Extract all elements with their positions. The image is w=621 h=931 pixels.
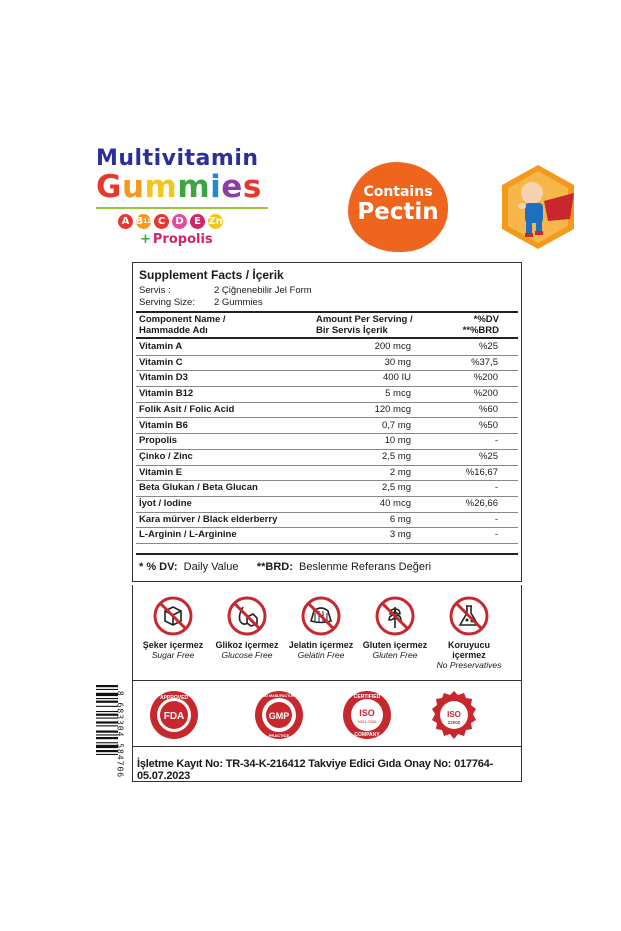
- registration-panel: [132, 747, 522, 782]
- daily-value: -: [494, 513, 498, 525]
- component-name: İyot / Iodine: [139, 498, 192, 509]
- pectin-line2: Pectin: [357, 199, 439, 225]
- vitamin-badge: E: [190, 214, 205, 229]
- fda-seal-center: FDA: [163, 711, 185, 722]
- daily-value: %25: [478, 341, 498, 352]
- pectin-line1: Contains: [363, 184, 433, 200]
- daily-value: %50: [478, 419, 498, 431]
- facts-table-row: [136, 418, 518, 435]
- amount-per-serving: 120 mcg: [374, 403, 411, 415]
- daily-value: %200: [473, 372, 498, 384]
- iso-22000-seal: [428, 689, 480, 741]
- gummies-letter: m: [177, 169, 211, 205]
- daily-value: %37,5: [471, 356, 498, 368]
- iso22000-seal-standard: 22000: [447, 720, 461, 725]
- daily-value: -: [494, 435, 498, 447]
- facts-table-row: [136, 433, 518, 450]
- iso-seal-center: ISO: [359, 708, 375, 718]
- brand-divider: [96, 207, 268, 209]
- gmp-seal-ring-top: GOOD MANUFACTURING: [257, 694, 301, 698]
- daily-value: %60: [478, 403, 498, 415]
- amount-per-serving: 30 mg: [384, 356, 411, 368]
- col-header-component: Component Name / Hammadde Adı: [139, 314, 226, 336]
- gluten-free-item: Gluten içermez Gluten Free: [359, 595, 431, 660]
- gelatin-jelly-icon: [300, 595, 342, 637]
- plus-icon: +: [140, 232, 151, 247]
- facts-table-row: [136, 512, 518, 529]
- propolis-label: + Propolis: [140, 232, 213, 247]
- fda-approved-seal: [148, 689, 200, 741]
- component-name: Kara mürver / Black elderberry: [139, 513, 278, 525]
- vitamin-badge: A: [118, 214, 133, 229]
- daily-value: -: [494, 482, 498, 494]
- amount-per-serving: 400 IU: [383, 372, 411, 384]
- iso-seal-standard: 9001:2008: [357, 719, 377, 724]
- component-name: Folik Asit / Folic Acid: [139, 403, 235, 415]
- vitamin-badge: B 12: [135, 216, 152, 227]
- superhero-kid-mascot-icon: [498, 163, 578, 253]
- component-name: Vitamin A: [139, 341, 183, 352]
- brand-title-multivitamin: Multivitamin: [96, 146, 259, 171]
- amount-per-serving: 2,5 mg: [381, 482, 411, 494]
- gummies-letter: e: [221, 169, 243, 205]
- free-of-panel: [132, 585, 522, 681]
- component-name: L-Arginin / L-Arginine: [139, 529, 237, 541]
- component-name: Vitamin B6: [139, 419, 188, 431]
- contains-pectin-badge: [348, 162, 448, 252]
- supplement-facts-panel: [132, 262, 522, 582]
- amount-per-serving: 5 mcg: [385, 388, 411, 400]
- daily-value: %200: [473, 388, 498, 400]
- barcode-number: 8 683304 584706: [115, 690, 125, 779]
- amount-per-serving: 10 mg: [384, 435, 411, 447]
- gmp-seal-ring-bottom: PRACTICE: [268, 733, 290, 738]
- facts-table-row: [136, 370, 518, 387]
- preservative-free-item: Koruyucu içermez No Preservatives: [433, 595, 505, 670]
- registration-number: İşletme Kayıt No: TR-34-K-216412 Takviye Edici Gıda Onay No: 017764-05.07.2023: [137, 758, 494, 782]
- vitamin-badge: D: [172, 214, 187, 229]
- daily-value: %26,66: [465, 498, 498, 509]
- vitamin-badge: C: [154, 214, 169, 229]
- serving-size-line: Serving Size: 2 Gummies: [139, 297, 263, 308]
- facts-table-row: [136, 527, 518, 544]
- facts-title: Supplement Facts / İçerik: [139, 268, 284, 282]
- gummies-letter: G: [96, 169, 122, 205]
- iso22000-seal-center: ISO: [447, 710, 461, 719]
- footnote-divider: [136, 553, 518, 555]
- vitamin-badge: Zn: [208, 216, 223, 227]
- footnote: * % DV: Daily Value **BRD: Beslenme Referans Değeri: [139, 561, 432, 573]
- daily-value: -: [494, 529, 498, 541]
- component-name: Propolis: [139, 435, 178, 447]
- gummies-letter: s: [242, 169, 262, 205]
- component-name: Vitamin C: [139, 356, 183, 368]
- iso-seal-bottom-text: COMPANY: [354, 732, 380, 738]
- sugar-free-item: Şeker içermez Sugar Free: [137, 595, 209, 660]
- component-name: Vitamin E: [139, 466, 183, 478]
- amount-per-serving: 6 mg: [389, 513, 411, 525]
- brand-title-gummies: [96, 170, 271, 204]
- component-name: Çinko / Zinc: [139, 450, 193, 462]
- vitamin-badges: [96, 214, 271, 229]
- facts-table-row: [136, 449, 518, 466]
- facts-table-row: [136, 480, 518, 497]
- col-header-dv: *%DV **%BRD: [462, 314, 499, 336]
- gmp-seal-center: GMP: [268, 711, 290, 721]
- facts-table-row: [136, 355, 518, 372]
- fda-seal-ring-text: APPROVED: [159, 695, 189, 701]
- wheat-icon: [374, 595, 416, 637]
- iso-9001-seal: [341, 689, 393, 741]
- col-header-amount: Amount Per Serving / Bir Servis İçerik: [316, 314, 413, 336]
- amount-per-serving: 0,7 mg: [381, 419, 411, 431]
- component-name: Beta Glukan / Beta Glucan: [139, 482, 258, 494]
- glucose-free-item: Glikoz içermez Glucose Free: [211, 595, 283, 660]
- amount-per-serving: 200 mcg: [374, 341, 411, 352]
- iso-seal-top-text: CERTIFIED: [353, 694, 381, 700]
- gmp-seal: [253, 689, 305, 741]
- daily-value: %16,67: [465, 466, 498, 478]
- component-name: Vitamin D3: [139, 372, 188, 384]
- amount-per-serving: 3 mg: [389, 529, 411, 541]
- sugar-cube-icon: [152, 595, 194, 637]
- facts-table-row: [136, 465, 518, 482]
- amount-per-serving: 2 mg: [389, 466, 411, 478]
- facts-table-row: [136, 496, 518, 513]
- facts-table-row: [136, 339, 518, 356]
- amount-per-serving: 2,5 mg: [381, 450, 411, 462]
- component-name: Vitamin B12: [139, 388, 194, 400]
- facts-table-row: [136, 386, 518, 403]
- certifications-panel: [132, 681, 522, 747]
- gelatin-free-item: Jelatin içermez Gelatin Free: [285, 595, 357, 660]
- facts-divider: [136, 311, 518, 313]
- gummies-letter: m: [144, 169, 178, 205]
- daily-value: %25: [478, 450, 498, 462]
- brand-logo: [96, 146, 271, 247]
- amount-per-serving: 40 mcg: [379, 498, 411, 509]
- flask-icon: [448, 595, 490, 637]
- glucose-drop-icon: [226, 595, 268, 637]
- facts-table-row: [136, 402, 518, 419]
- gummies-letter: i: [210, 169, 222, 205]
- servis-line: Servis : 2 Çiğnenebilir Jel Form: [139, 285, 312, 296]
- gummies-letter: u: [121, 169, 145, 205]
